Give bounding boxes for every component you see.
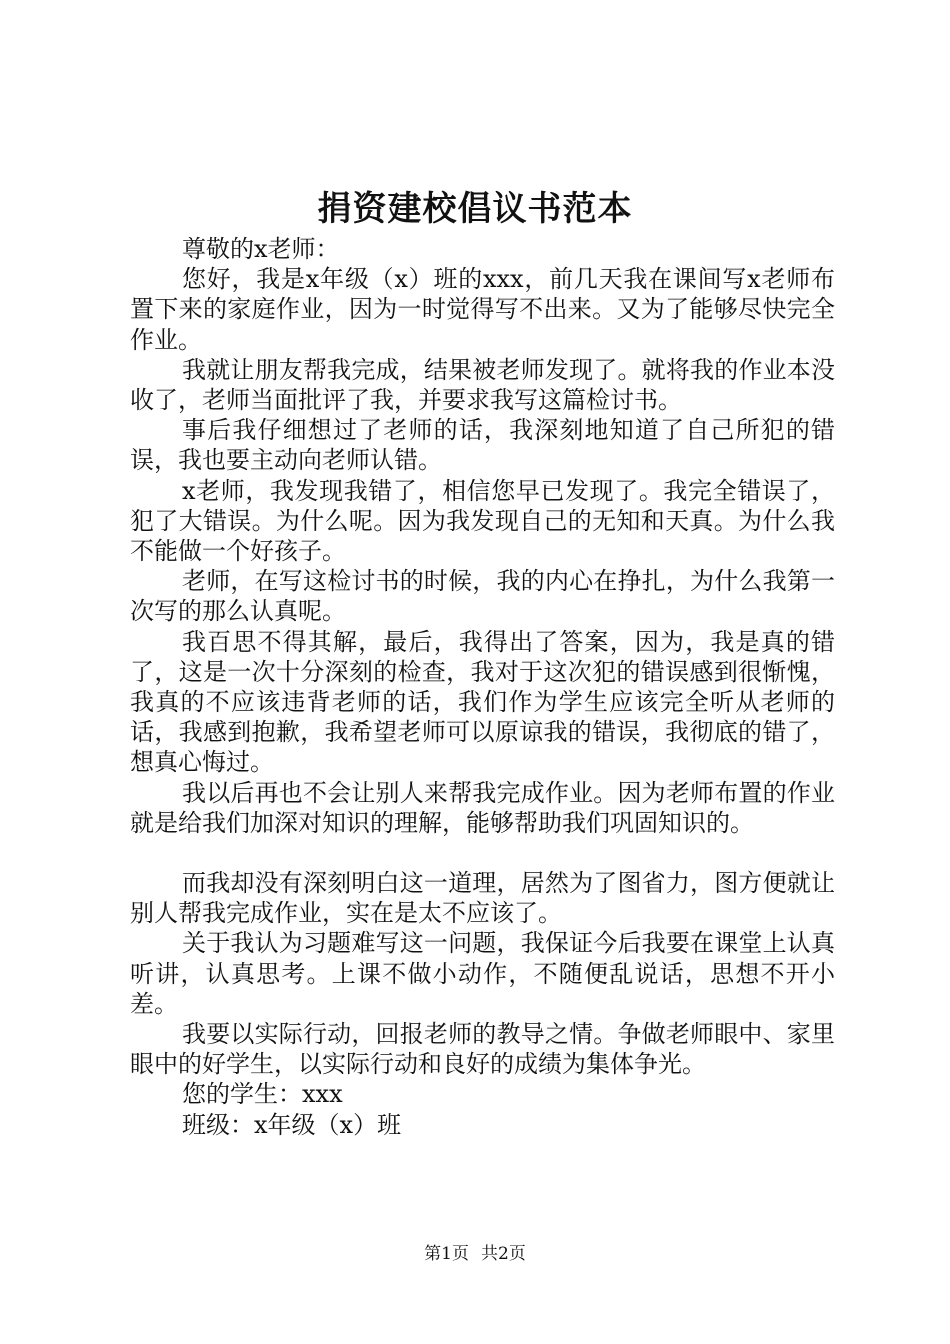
paragraph: 而我却没有深刻明白这一道理，居然为了图省力，图方便就让别人帮我完成作业，实在是太不应该了。 — [130, 869, 835, 928]
paragraph: 老师，在写这检讨书的时候，我的内心在挣扎，为什么我第一次写的那么认真呢。 — [130, 567, 835, 626]
paragraph: 您好，我是x年级（x）班的xxx，前几天我在课间写x老师布置下来的家庭作业，因为一时觉得写不出来。又为了能够尽快完全作业。 — [130, 265, 835, 354]
page-number: 第1页 — [424, 1244, 469, 1264]
paragraph: 我以后再也不会让别人来帮我完成作业。因为老师布置的作业就是给我们加深对知识的理解，能够帮助我们巩固知识的。 — [130, 778, 835, 837]
paragraph: 我要以实际行动，回报老师的教导之情。争做老师眼中、家里眼中的好学生，以实际行动和良好的成绩为集体争光。 — [130, 1020, 835, 1079]
paragraph: 事后我仔细想过了老师的话，我深刻地知道了自己所犯的错误，我也要主动向老师认错。 — [130, 416, 835, 475]
document-body — [130, 234, 835, 1140]
page-total: 共2页 — [481, 1244, 526, 1264]
salutation: 尊敬的x老师： — [182, 235, 340, 263]
signature-student: 您的学生：xxx — [182, 1080, 343, 1109]
paragraph: 关于我认为习题难写这一问题，我保证今后我要在课堂上认真听讲，认真思考。上课不做小动作，不随便乱说话，思想不开小差。 — [130, 929, 835, 1018]
paragraph: x老师，我发现我错了，相信您早已发现了。我完全错误了，犯了大错误。为什么呢。因为我发现自己的无知和天真。为什么我不能做一个好孩子。 — [130, 476, 835, 566]
paragraph: 我百思不得其解，最后，我得出了答案，因为，我是真的错了，这是一次十分深刻的检查，我对于这次犯的错误感到很惭愧，我真的不应该违背老师的话，我们作为学生应该完全听从老师的话，我感到抱歉，我希望老师可以原谅我的错误，我彻底的错了，想真心悔过。 — [130, 627, 835, 777]
page-footer — [0, 1242, 950, 1266]
paragraph: 我就让朋友帮我完成，结果被老师发现了。就将我的作业本没收了，老师当面批评了我，并要求我写这篇检讨书。 — [130, 355, 835, 415]
document-title: 捐资建校倡议书范本 — [317, 189, 633, 229]
signature-class: 班级：x年级（x）班 — [182, 1110, 402, 1139]
